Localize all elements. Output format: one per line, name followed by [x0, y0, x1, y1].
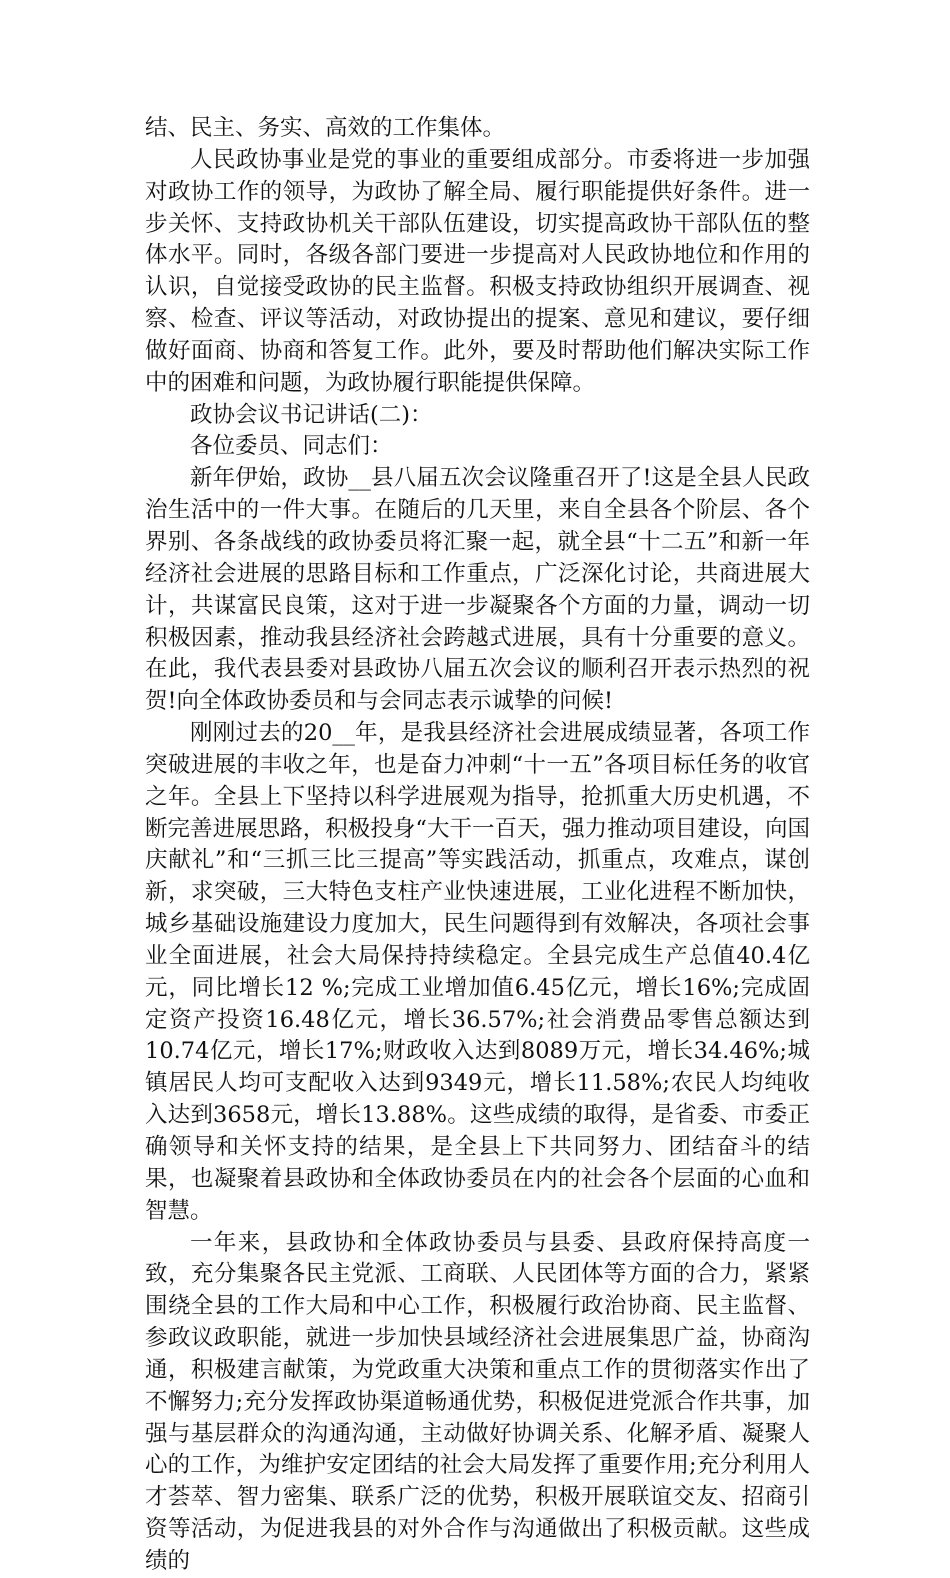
- document-page: [145, 113, 810, 1578]
- speech-title: 政协会议书记讲话(二)：: [190, 401, 433, 428]
- salutation: 各位委员、同志们：: [190, 433, 393, 460]
- paragraph-cppcc-support: 人民政协事业是党的事业的重要组成部分。市委将进一步加强对政协工作的领导，为政协了解全局、履行职能提供好条件。进一步关怀、支持政协机关干部队伍建设，切实提高政协干部队伍的整体水平。同时，各级各部门要进一步提高对人民政协地位和作用的认识，自觉接受政协的民主监督。积极支持政协组织开展调查、视察、检查、评议等活动，对政协提出的提案、意见和建议，要仔细做好面商、协商和答复工作。此外，要及时帮助他们解决实际工作中的困难和问题，为政协履行职能提供保障。: [145, 146, 810, 396]
- paragraph-opening: 新年伊始，政协__县八届五次会议隆重召开了!这是全县人民政治生活中的一件大事。在随后的几天里，来自全县各个阶层、各个界别、各条战线的政协委员将汇聚一起，就全县“十二五”和新一年经济社会进展的思路目标和工作重点，广泛深化讨论，共商进展大计，共谋富民良策，这对于进一步凝聚各个方面的力量，调动一切积极因素，推动我县经济社会跨越式进展，具有十分重要的意义。在此，我代表县委对县政协八届五次会议的顺利召开表示热烈的祝贺!向全体政协委员和与会同志表示诚挚的问候!: [145, 465, 810, 715]
- paragraph-cppcc-work: 一年来，县政协和全体政协委员与县委、县政府保持高度一致，充分集聚各民主党派、工商联、人民团体等方面的合力，紧紧围绕全县的工作大局和中心工作，积极履行政治协商、民主监督、参政议政职能，就进一步加快县域经济社会进展集思广益，协商沟通，积极建言献策，为党政重大决策和重点工作的贯彻落实作出了不懈努力;充分发挥政协渠道畅通优势，积极促进党派合作共事，加强与基层群众的沟通沟通，主动做好协调关系、化解矛盾、凝聚人心的工作，为维护安定团结的社会大局发挥了重要作用;充分利用人才荟萃、智力密集、联系广泛的优势，积极开展联谊交友、招商引资等活动，为促进我县的对外合作与沟通做出了积极贡献。这些成绩的: [145, 1229, 810, 1574]
- paragraph-achievements: 刚刚过去的20__年，是我县经济社会进展成绩显著，各项工作突破进展的丰收之年，也是奋力冲刺“十一五”各项目标任务的收官之年。全县上下坚持以科学进展观为指导，抢抓重大历史机遇，不断完善进展思路，积极投身“大干一百天，强力推动项目建设，向国庆献礼”和“三抓三比三提高”等实践活动，抓重点，攻难点，谋创新，求突破，三大特色支柱产业快速进展，工业化进程不断加快，城乡基础设施建设力度加大，民生问题得到有效解决，各项社会事业全面进展，社会大局保持持续稳定。全县完成生产总值40.4亿元，同比增长12 %;完成工业增加值6.45亿元，增长16%;完成固定资产投资16.48亿元，增长36.57%;社会消费品零售总额达到10.74亿元，增长17%;财政收入达到8089万元，增长34.46%;城镇居民人均可支配收入达到9349元，增长11.58%;农民人均纯收入达到3658元，增长13.88%。这些成绩的取得，是省委、市委正确领导和关怀支持的结果，是全县上下共同努力、团结奋斗的结果，也凝聚着县政协和全体政协委员在内的社会各个层面的心血和智慧。: [145, 720, 810, 1224]
- paragraph-closing-line: 结、民主、务实、高效的工作集体。: [145, 115, 506, 141]
